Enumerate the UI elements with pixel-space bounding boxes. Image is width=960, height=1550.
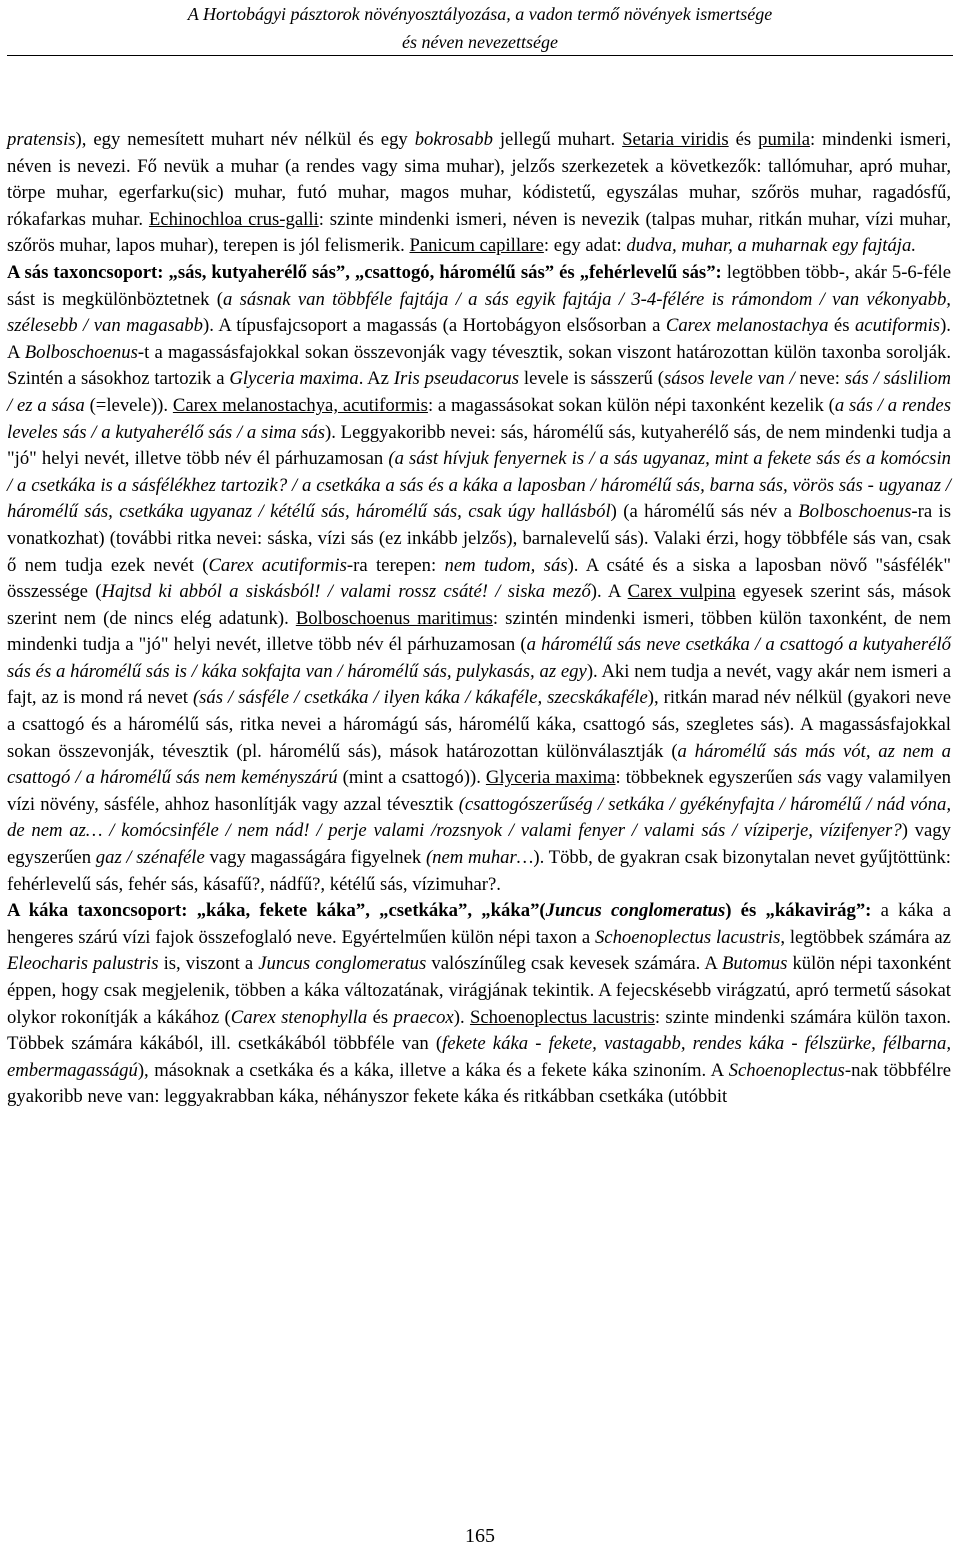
text-run: (=levele)). xyxy=(84,394,173,416)
text-run: Eleocharis palustris xyxy=(7,953,159,975)
text-run: fekete káka - fekete, vastagabb, rendes káka - félszürke, félbarna, embermagasságú xyxy=(7,1033,951,1081)
taxon-name: Carex vulpina xyxy=(627,581,736,603)
text-run: acutiformis xyxy=(854,315,941,337)
taxon-name: Schoenoplectus lacustris xyxy=(469,1006,655,1028)
text-run: a sás / a rendes leveles sás / a kutyaherélő sás / a sima sás xyxy=(7,394,951,443)
text-run: ). A xyxy=(7,315,951,363)
text-run: egyesek szerint sás, mások szerint nem (de nincs elég adatunk). xyxy=(7,581,952,629)
body-text xyxy=(7,127,951,1111)
text-run: Hajtsd ki abból a siskásból! / valami rossz csáté! / siska mező xyxy=(101,581,591,603)
text-run: nem tudom, sás xyxy=(444,554,568,576)
text-run: : szintén mindenki ismeri, többen külön taxonként, de nem mindenki tudja a "jó" helyi nevét, illetve több név él párhuzamosan ( xyxy=(7,607,952,656)
text-run: külön népi taxonként éppen, hogy csak megjelenik, többen a káka változatának, virágjának tekintik. A fejecskésebb virágzatú, apró termetű sásokat olykor rokonítják a kákához ( xyxy=(7,953,952,1028)
text-run: A sás taxoncsoport: „sás, kutyaherélő sás”, „csattogó, háromélű sás” és „fehérlevelű sás”: xyxy=(7,261,722,283)
text-run: Bolboschoenus xyxy=(798,501,912,523)
header-line-1: A Hortobágyi pásztorok növényosztályozása, a vadon termő növények ismertsége xyxy=(187,4,773,24)
text-run: , legtöbbek számára az xyxy=(780,926,951,948)
text-run: ) vagy egyszerűen xyxy=(7,820,951,869)
text-run: (csattogószerűség / setkáka / gyékényfajta / háromélű / nád vóna, de nem az… / komócsinféle / nem nád! / perje valami /rozsnyok / valami fenyer / valami sás / víziperje, vízifenyer? xyxy=(7,793,952,842)
text-run: Carex melanostachya xyxy=(665,315,829,337)
taxon-name: Setaria viridis xyxy=(622,129,729,150)
taxon-name: Bolboschoenus maritimus xyxy=(295,607,493,629)
header-line-2: és néven nevezettsége xyxy=(402,32,558,52)
text-run: praecox xyxy=(393,1006,454,1028)
text-run: -ra is vonatkozhat) (további ritka nevei: sáska, vízi sás (ez inkább jelzős), barnalevelű sás). Valaki érzi, hogy többféle sás van, csak ő nem tudja ezek nevét ( xyxy=(7,501,951,576)
text-run: a háromélű sás más vót, az nem a csattogó / a háromélű sás nem keményszárú xyxy=(7,740,951,789)
paragraph xyxy=(7,260,951,898)
taxon-name: pumila xyxy=(758,129,810,150)
text-run: is, viszont a xyxy=(158,953,259,975)
text-run: és xyxy=(728,129,759,150)
text-run: ), másoknak a csetkáka és a káka, illetve a káka és a fekete káka szinoním. A xyxy=(137,1059,729,1081)
text-run: dudva, muhar, a muharnak egy fajtája. xyxy=(626,235,917,257)
text-run: : szinte mindenki ismeri, néven is nevezik (talpas muhar, ritkán muhar, vízi muhar, szőrös muhar, lapos muhar), terepen is jól felismerik. xyxy=(7,208,952,257)
paragraph xyxy=(7,898,951,1111)
text-run: ). A csáté és a siska a laposban növő "sásfélék" összessége ( xyxy=(7,554,951,603)
text-run: : szinte mindenki számára külön taxon. Többek számára kákából, ill. csetkákából többféle van ( xyxy=(7,1006,951,1055)
text-run: -ra terepen: xyxy=(346,554,445,576)
text-run: : a magassásokat sokan külön népi taxonként kezelik ( xyxy=(427,394,835,416)
text-run: (a sást hívjuk fenyernek is / a sás ugyanaz, mint a fekete sás és a komócsin / a csetkáka is a sásfélékhez tartozik? / a csetkáka a sás és a káka a laposban / háromélű sás, barna sás, vörös sás - ugyanaz / háromélű sás, csetkáka ugyanaz / kétélű sás, háromélű sás, csak úgy hallásból xyxy=(7,448,951,523)
text-run: Glyceria maxima xyxy=(229,368,359,390)
text-run: ). xyxy=(453,1006,470,1028)
text-run: valószínűleg csak kevesek számára. A xyxy=(426,953,722,975)
text-run: -t a magassásfajokkal sokan összevonják vagy tévesztik, sokan viszont határozottan külön taxonba sorolják. Szintén a sásokhoz tartozik a xyxy=(7,341,952,390)
text-run: neve: xyxy=(794,368,845,390)
text-run: A káka taxoncsoport: „káka, fekete káka”, „csetkáka”, „káka”( xyxy=(7,900,546,922)
text-run: a háromélű sás neve csetkáka / a csattogó a kutyaherélő sás és a háromélű sás is / káka sokfajta van / háromélű sás, pulykasás, az egy xyxy=(7,634,952,682)
text-run: és xyxy=(828,315,855,337)
text-run: ). Leggyakoribb nevei: sás, háromélű sás, kutyaherélő sás, de nem mindenki tudja a "jó" helyi nevét, illetve több név él párhuzamosan xyxy=(7,421,951,470)
taxon-name: Panicum capillare xyxy=(409,235,544,257)
text-run: bokrosabb xyxy=(414,129,493,150)
text-run: a sásnak van többféle fajtája / a sás egyik fajtája / 3-4-félére is rámondom / van vékonyabb, szélesebb / van magasabb xyxy=(7,288,951,337)
text-run: ), ritkán marad név nélkül (gyakori neve a csattogó és a háromélű sás, ritka nevei a háromágú sás, háromélű káka, csattogó sás, szegletes sás). A magassásfajokkal sokan összevonják, tévesztik (pl. háromélű sás), mások határozottan különválasztják ( xyxy=(7,687,951,762)
running-header xyxy=(0,0,960,56)
text-run: és xyxy=(367,1006,394,1028)
text-run: Schoenoplectus lacustris xyxy=(594,926,781,948)
text-run: ) (a háromélű sás név a xyxy=(610,501,799,523)
taxon-name: Echinochloa crus-galli xyxy=(148,208,319,230)
text-run: vagy magasságára figyelnek xyxy=(204,847,426,869)
text-run: Juncus conglomeratus xyxy=(545,900,726,922)
text-run: ). Több, de gyakran csak bizonytalan nevet gyűjtöttünk: fehérlevelű sás, fehér sás, kásafű?, nádfű?, kétélű sás, vízimuhar?. xyxy=(7,847,951,895)
text-run: Bolboschoenus xyxy=(24,341,138,363)
taxon-name: Carex melanostachya, acutiformis xyxy=(172,394,428,416)
text-run: Carex stenophylla xyxy=(230,1006,368,1028)
text-run: ). A típusfajcsoport a magassás (a Hortobágyon elsősorban a xyxy=(203,315,666,337)
paragraph xyxy=(7,127,951,260)
text-run: Juncus conglomeratus xyxy=(258,953,427,975)
text-run: levele is sásszerű ( xyxy=(519,368,664,390)
header-rule xyxy=(7,55,953,56)
text-run: Carex acutiformis xyxy=(208,554,347,576)
text-run: vagy valamilyen vízi növény, sásféle, ahhoz hasonlítják vagy azzal tévesztik xyxy=(7,767,952,815)
text-run: sásos levele van / xyxy=(663,368,795,390)
text-run: ). A xyxy=(590,581,628,603)
text-run: (mint a csattogó)). xyxy=(337,767,486,789)
taxon-name: Glyceria maxima xyxy=(485,767,616,789)
text-run: . Az xyxy=(358,368,394,390)
text-run: gaz / szénaféle xyxy=(95,847,205,869)
text-run: Iris pseudacorus xyxy=(393,368,520,390)
text-run: : egy adat: xyxy=(543,235,627,257)
text-run: : mindenki ismeri, néven is nevezi. Fő nevük a muhar (a rendes vagy sima muhar), jelzős szerkezetek a következők: tallómuhar, apró muhar, törpe muhar, egerfarku(sic) muhar, futó muhar, magos muhar, kódistetű, egyszálas muhar, szőrös muhar, ragadósfű, rókafarkas muhar. xyxy=(7,129,951,230)
text-run: ), egy nemesített muhart név nélkül és egy xyxy=(75,129,415,150)
text-run: : többeknek egyszerűen xyxy=(615,767,798,789)
text-run: Butomus xyxy=(721,953,788,975)
text-run: ) és „kákavirág”: xyxy=(725,900,872,922)
text-run: sás / sásliliom / ez a sása xyxy=(7,368,952,416)
text-run: jellegű muhart. xyxy=(492,129,623,150)
text-run: ). Aki nem tudja a nevét, vagy akár nem ismeri a fajt, az is mond rá nevet xyxy=(7,660,951,709)
text-run: legtöbben több-, akár 5-6-féle sást is megkülönböztetnek ( xyxy=(7,261,951,310)
text-run: pratensis xyxy=(7,129,76,150)
text-run: sás xyxy=(797,767,822,789)
text-run: (nem muhar… xyxy=(425,847,534,869)
text-run: (sás / sásféle / csetkáka / ilyen káka / kákaféle, szecskákaféle xyxy=(192,687,648,709)
text-run: Schoenoplectus xyxy=(728,1059,845,1081)
text-run: -nak többfélre gyakoribb neve van: leggyakrabban káka, néhányszor fekete káka és ritkábban csetkáka (utóbbit xyxy=(7,1059,951,1108)
text-run: a káka a hengeres szárú vízi fajok összefoglaló neve. Egyértelműen külön népi taxon a xyxy=(7,900,951,948)
page-number: 165 xyxy=(465,1525,495,1547)
